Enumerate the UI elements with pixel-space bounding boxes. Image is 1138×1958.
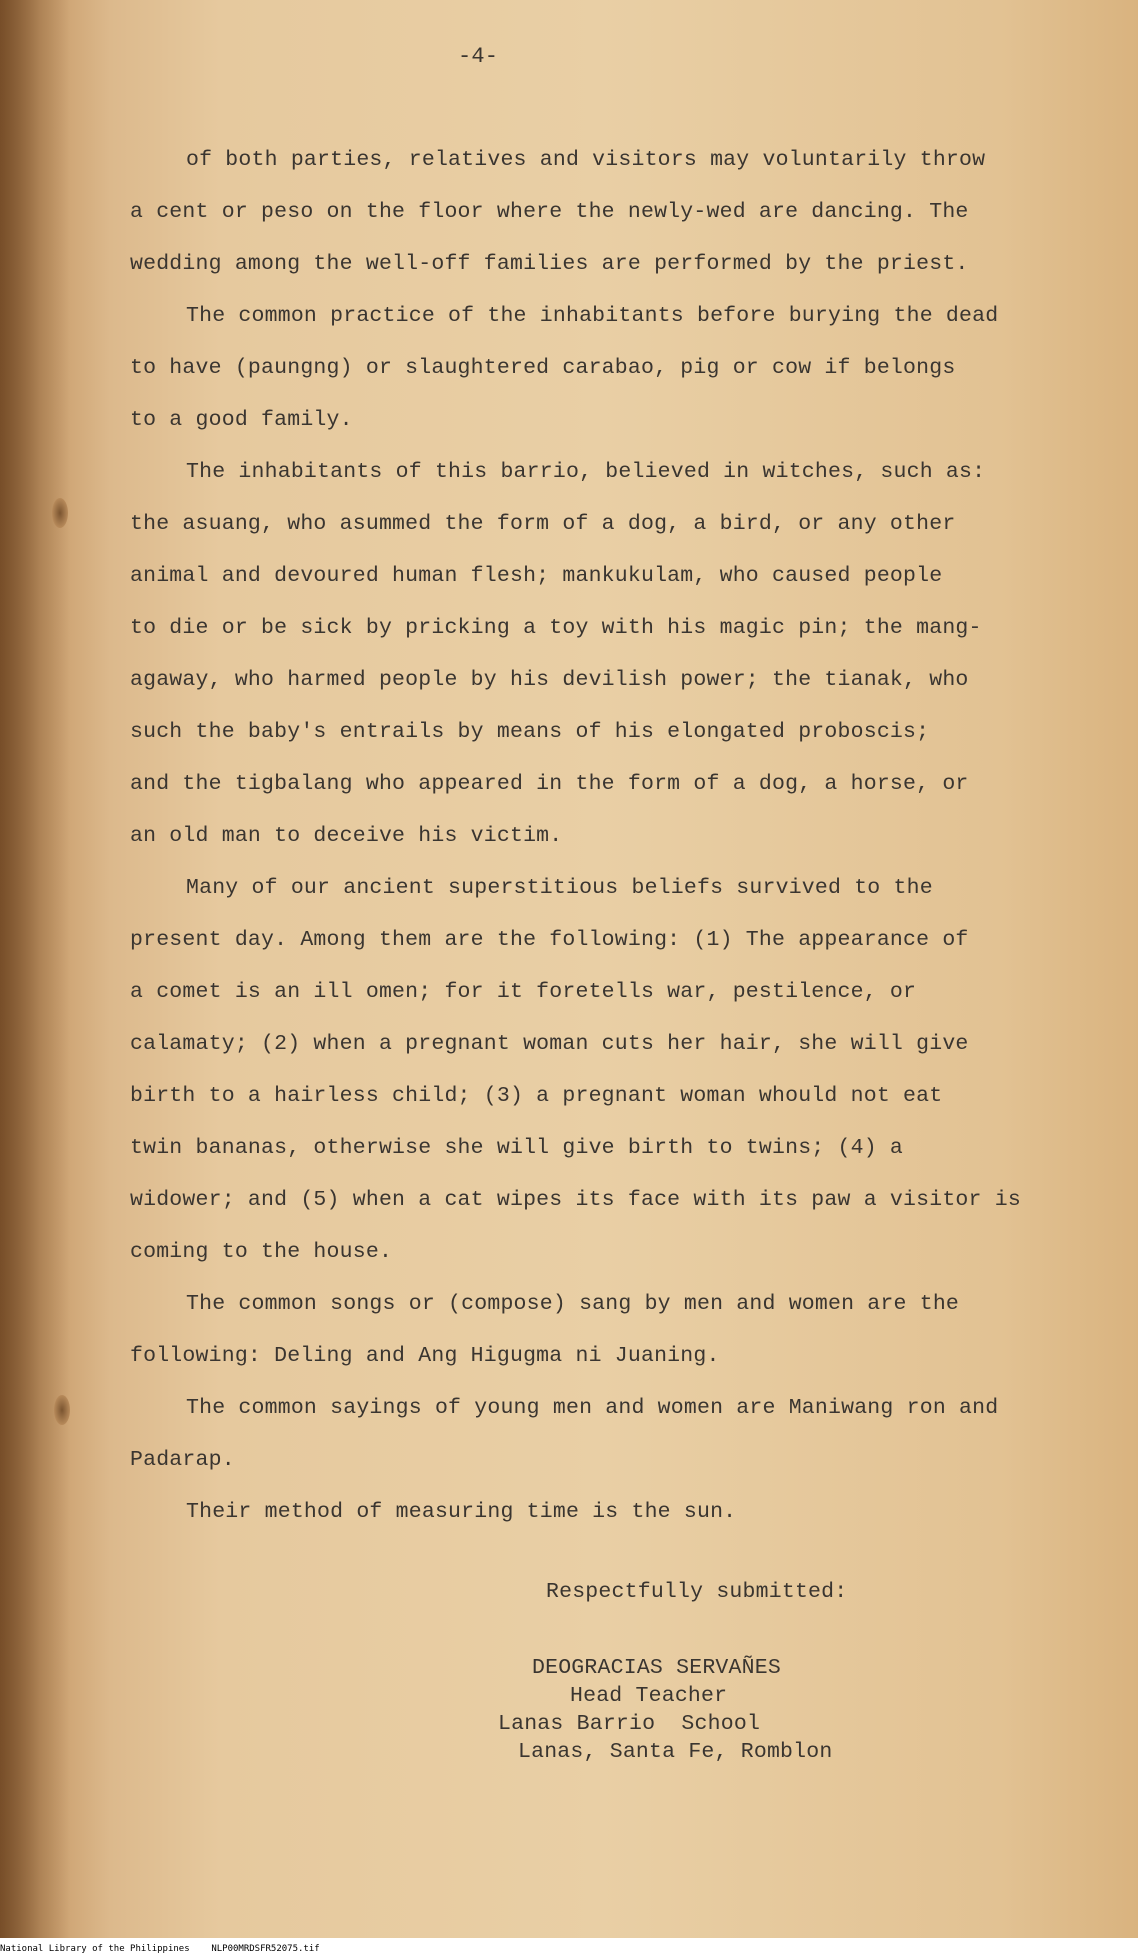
signatory-name: DEOGRACIAS SERVAÑES (532, 1656, 781, 1680)
text-line: of both parties, relatives and visitors may voluntarily throw (186, 148, 986, 172)
signatory-title: Head Teacher (570, 1684, 728, 1708)
text-line: animal and devoured human flesh; mankukulam, who caused people (130, 564, 943, 588)
text-line: Padarap. (130, 1448, 235, 1472)
text-line: a comet is an ill omen; for it foretells war, pestilence, or (130, 980, 917, 1004)
text-line: to a good family. (130, 408, 353, 432)
text-line: The inhabitants of this barrio, believed in witches, such as: (186, 460, 986, 484)
text-line: The common practice of the inhabitants before burying the dead (186, 304, 999, 328)
text-line: following: Deling and Ang Higugma ni Juaning. (130, 1344, 720, 1368)
page-number: -4- (458, 44, 499, 69)
text-line: such the baby's entrails by means of his elongated proboscis; (130, 720, 930, 744)
text-line: birth to a hairless child; (3) a pregnant woman whould not eat (130, 1084, 943, 1108)
signatory-school: Lanas Barrio School (498, 1712, 761, 1736)
footer-caption: National Library of the Philippines NLP00MRDSFR52075.tif (0, 1944, 320, 1954)
binding-shadow (0, 0, 70, 1938)
text-line: coming to the house. (130, 1240, 393, 1264)
signatory-location: Lanas, Santa Fe, Romblon (518, 1740, 833, 1764)
text-line: Their method of measuring time is the sun. (186, 1500, 737, 1524)
text-line: twin bananas, otherwise she will give birth to twins; (4) a (130, 1136, 904, 1160)
closing-line: Respectfully submitted: (546, 1580, 848, 1604)
text-line: The common sayings of young men and women are Maniwang ron and (186, 1396, 999, 1420)
text-line: and the tigbalang who appeared in the form of a dog, a horse, or (130, 772, 969, 796)
text-line: widower; and (5) when a cat wipes its face with its paw a visitor is (130, 1188, 1021, 1212)
text-line: Many of our ancient superstitious beliefs survived to the (186, 876, 933, 900)
text-line: an old man to deceive his victim. (130, 824, 563, 848)
text-line: a cent or peso on the floor where the newly-wed are dancing. The (130, 200, 969, 224)
punch-hole (52, 498, 68, 528)
text-line: The common songs or (compose) sang by men and women are the (186, 1292, 960, 1316)
text-line: present day. Among them are the following: (1) The appearance of (130, 928, 969, 952)
punch-hole (54, 1395, 70, 1425)
text-line: the asuang, who asummed the form of a dog, a bird, or any other (130, 512, 956, 536)
text-line: agaway, who harmed people by his devilish power; the tianak, who (130, 668, 969, 692)
text-line: to have (paungng) or slaughtered carabao, pig or cow if belongs (130, 356, 956, 380)
text-line: calamaty; (2) when a pregnant woman cuts her hair, she will give (130, 1032, 969, 1056)
text-line: wedding among the well-off families are performed by the priest. (130, 252, 969, 276)
text-line: to die or be sick by pricking a toy with his magic pin; the mang- (130, 616, 982, 640)
